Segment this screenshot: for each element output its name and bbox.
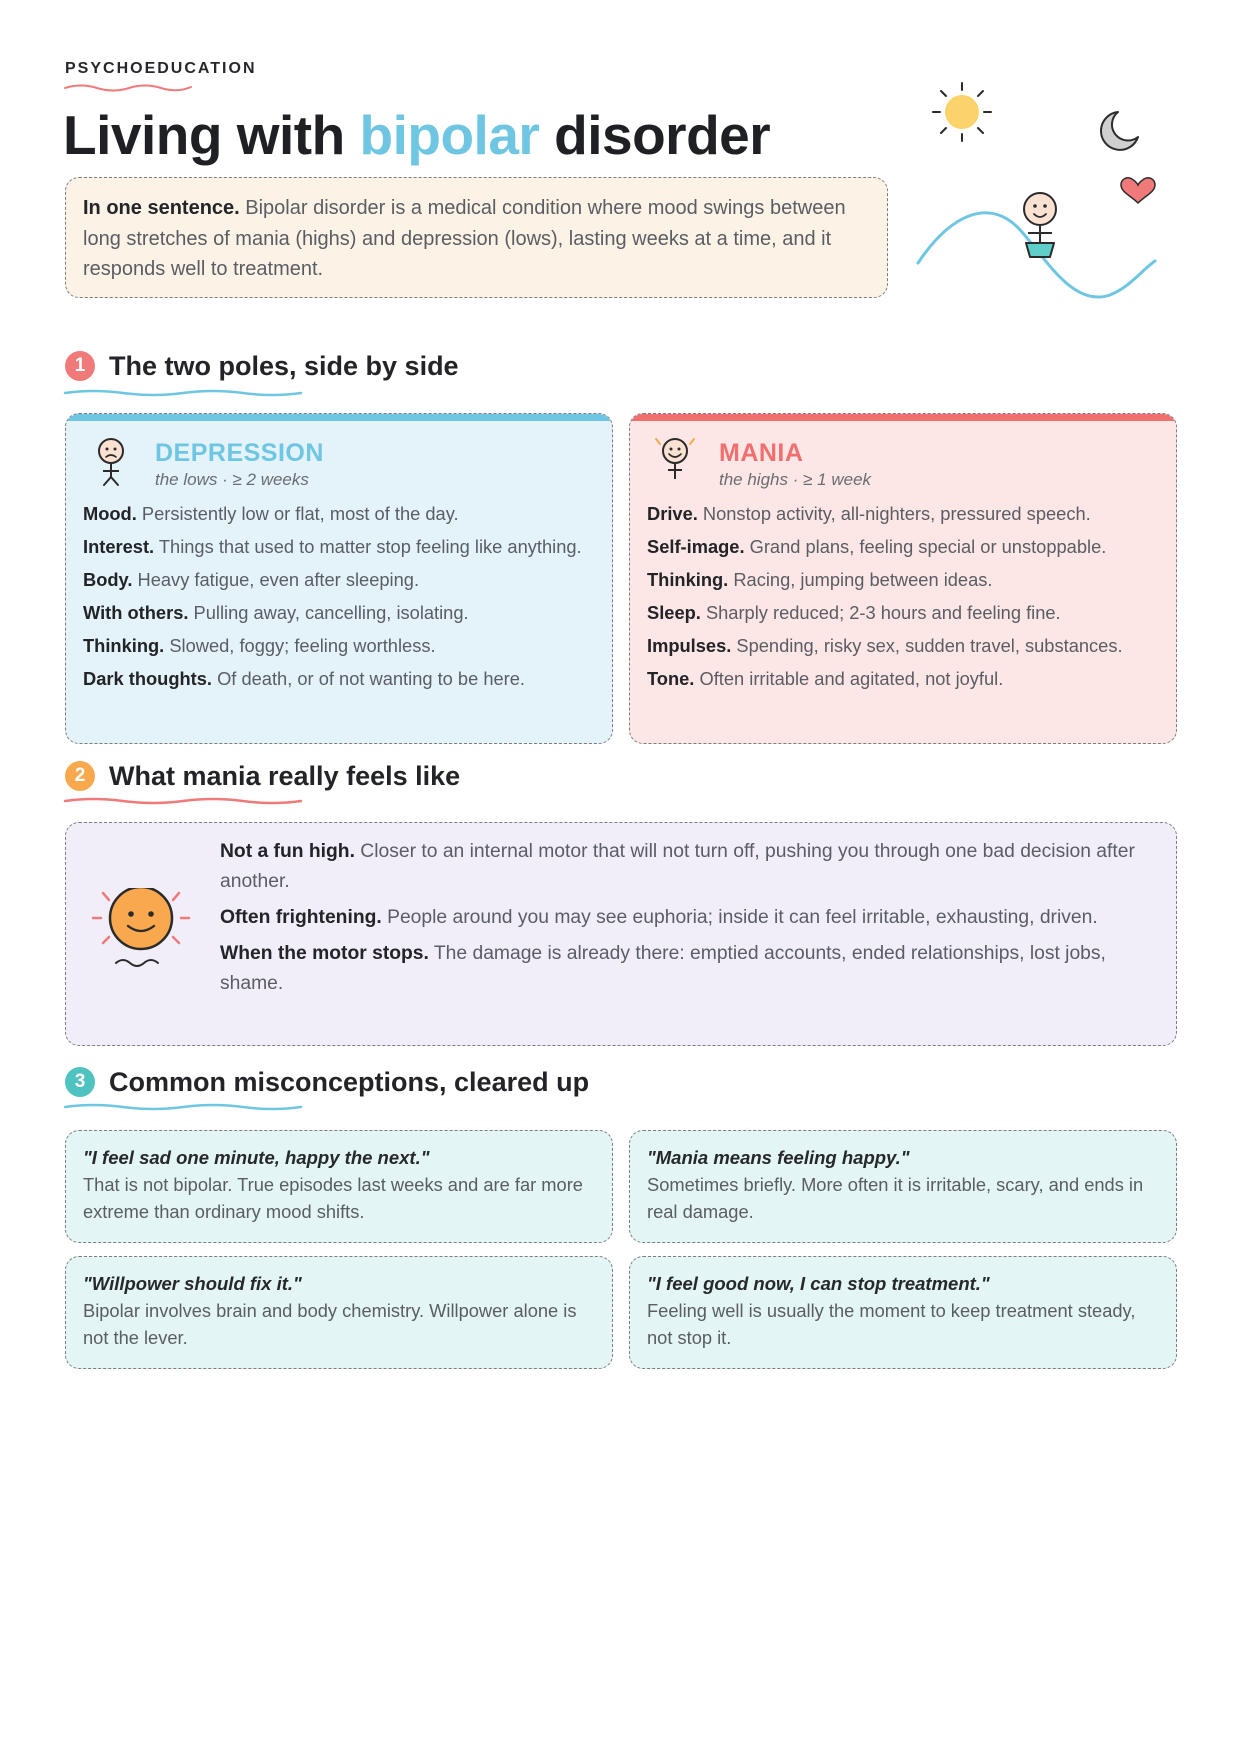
- section-2-underline: [63, 796, 303, 806]
- mania-feeling-item: [220, 939, 1145, 999]
- mania-symptom-text: Often irritable and agitated, not joyful.: [694, 668, 1004, 689]
- mania-symptom: [647, 533, 1159, 561]
- section-number: 3: [65, 1067, 95, 1097]
- sad-figure-icon: [83, 434, 143, 490]
- depression-symptom-label: Mood.: [83, 503, 137, 524]
- mania-symptom-label: Tone.: [647, 668, 695, 689]
- mania-symptom-text: Grand plans, feeling special or unstoppable.: [744, 536, 1107, 557]
- depression-symptom-text: Persistently low or flat, most of the day.: [136, 503, 459, 524]
- mania-feeling-item-label: Often frightening.: [220, 907, 382, 928]
- section-1-heading: [65, 344, 459, 388]
- mania-title: MANIA: [719, 439, 804, 467]
- depression-title: DEPRESSION: [155, 439, 324, 467]
- mania-symptom-text: Racing, jumping between ideas.: [728, 569, 993, 590]
- depression-symptom: [83, 566, 595, 594]
- depression-symptom-text: Of death, or of not wanting to be here.: [212, 668, 526, 689]
- depression-symptom-text: Heavy fatigue, even after sleeping.: [132, 569, 420, 590]
- mania-symptom: [647, 566, 1159, 594]
- mania-feeling-item: [220, 903, 1145, 933]
- mania-feeling-item-text: Closer to an internal motor that will not turn off, pushing you through one bad decision after another.: [220, 841, 1135, 892]
- moon-icon: [1101, 112, 1138, 150]
- mania-symptom: [647, 500, 1159, 528]
- misconception-answer: Feeling well is usually the moment to keep treatment steady, not stop it.: [647, 1300, 1136, 1348]
- depression-symptom: [83, 665, 595, 693]
- section-3-underline: [63, 1102, 303, 1112]
- mania-symptom-list: [647, 500, 1159, 693]
- mania-symptom-text: Nonstop activity, all-nighters, pressured speech.: [697, 503, 1091, 524]
- depression-symptom-label: Thinking.: [83, 635, 165, 656]
- section-1-underline: [63, 388, 303, 398]
- section-3-heading: [65, 1060, 589, 1104]
- mania-symptom: [647, 632, 1159, 660]
- surfer-figure-icon: [1024, 193, 1056, 257]
- depression-symptom-label: Dark thoughts.: [83, 668, 212, 689]
- section-title: The two poles, side by side: [109, 350, 459, 381]
- depression-subtitle: the lows · ≥ 2 weeks: [155, 470, 309, 489]
- mania-symptom: [647, 599, 1159, 627]
- depression-symptom: [83, 599, 595, 627]
- mania-symptom-label: Sleep.: [647, 602, 701, 623]
- page-title: Living with bipolar disorder: [63, 104, 771, 166]
- mania-subtitle: the highs · ≥ 1 week: [719, 470, 872, 489]
- mania-symptom-label: Thinking.: [647, 569, 729, 590]
- section-number: 1: [65, 351, 95, 381]
- depression-symptom: [83, 632, 595, 660]
- mania-symptom-label: Impulses.: [647, 635, 732, 656]
- mania-card: [629, 413, 1177, 744]
- eyebrow-label: PSYCHOEDUCATION: [65, 60, 257, 77]
- mania-feelings-list: [220, 837, 1145, 1005]
- mania-feelings-box: [65, 822, 1177, 1046]
- section-title: What mania really feels like: [109, 760, 461, 791]
- excited-figure-icon: [647, 434, 707, 490]
- mania-symptom-text: Sharply reduced; 2-3 hours and feeling fine.: [700, 602, 1061, 623]
- mania-symptom: [647, 665, 1159, 693]
- mania-symptom-label: Drive.: [647, 503, 698, 524]
- misconception-quote: "I feel good now, I can stop treatment.": [647, 1273, 990, 1294]
- heart-icon: [1121, 178, 1155, 203]
- depression-symptom-label: With others.: [83, 602, 189, 623]
- misconception-card: [65, 1130, 613, 1243]
- misconception-card: [65, 1256, 613, 1369]
- mania-feeling-item-label: Not a fun high.: [220, 841, 355, 862]
- misconception-quote: "Mania means feeling happy.": [647, 1147, 910, 1168]
- depression-symptom-list: [83, 500, 595, 693]
- depression-symptom: [83, 533, 595, 561]
- misconception-quote: "I feel sad one minute, happy the next.": [83, 1147, 430, 1168]
- misconception-answer: Bipolar involves brain and body chemistry. Willpower alone is not the lever.: [83, 1300, 577, 1348]
- depression-symptom-text: Things that used to matter stop feeling like anything.: [154, 536, 582, 557]
- mood-wave-illustration: [910, 75, 1170, 315]
- mania-symptom-text: Spending, risky sex, sudden travel, substances.: [731, 635, 1123, 656]
- misconception-answer: That is not bipolar. True episodes last weeks and are far more extreme than ordinary mood shifts.: [83, 1174, 583, 1222]
- depression-symptom: [83, 500, 595, 528]
- anxious-sun-icon: [91, 888, 191, 983]
- mania-feeling-item: [220, 837, 1145, 897]
- depression-symptom-label: Interest.: [83, 536, 155, 557]
- misconception-card: [629, 1130, 1177, 1243]
- section-title: Common misconceptions, cleared up: [109, 1066, 590, 1097]
- mania-feeling-item-text: The damage is already there: emptied accounts, ended relationships, lost jobs, shame.: [220, 943, 1106, 994]
- depression-symptom-label: Body.: [83, 569, 133, 590]
- summary-box: In one sentence. Bipolar disorder is a medical condition where mood swings between long stretches of mania (highs) and depression (lows), lasting weeks at a time, and it responds well to treatment.: [65, 177, 888, 298]
- depression-symptom-text: Slowed, foggy; feeling worthless.: [164, 635, 436, 656]
- mania-feeling-item-text: People around you may see euphoria; inside it can feel irritable, exhausting, driven.: [381, 907, 1098, 928]
- sun-icon: [933, 83, 991, 141]
- section-number: 2: [65, 761, 95, 791]
- section-2-heading: [65, 754, 460, 798]
- depression-symptom-text: Pulling away, cancelling, isolating.: [188, 602, 469, 623]
- mania-feeling-item-label: When the motor stops.: [220, 943, 429, 964]
- misconception-answer: Sometimes briefly. More often it is irritable, scary, and ends in real damage.: [647, 1174, 1144, 1222]
- misconception-quote: "Willpower should fix it.": [83, 1273, 302, 1294]
- mania-symptom-label: Self-image.: [647, 536, 745, 557]
- eyebrow-squiggle: [63, 82, 193, 92]
- depression-card: [65, 413, 613, 744]
- misconception-card: [629, 1256, 1177, 1369]
